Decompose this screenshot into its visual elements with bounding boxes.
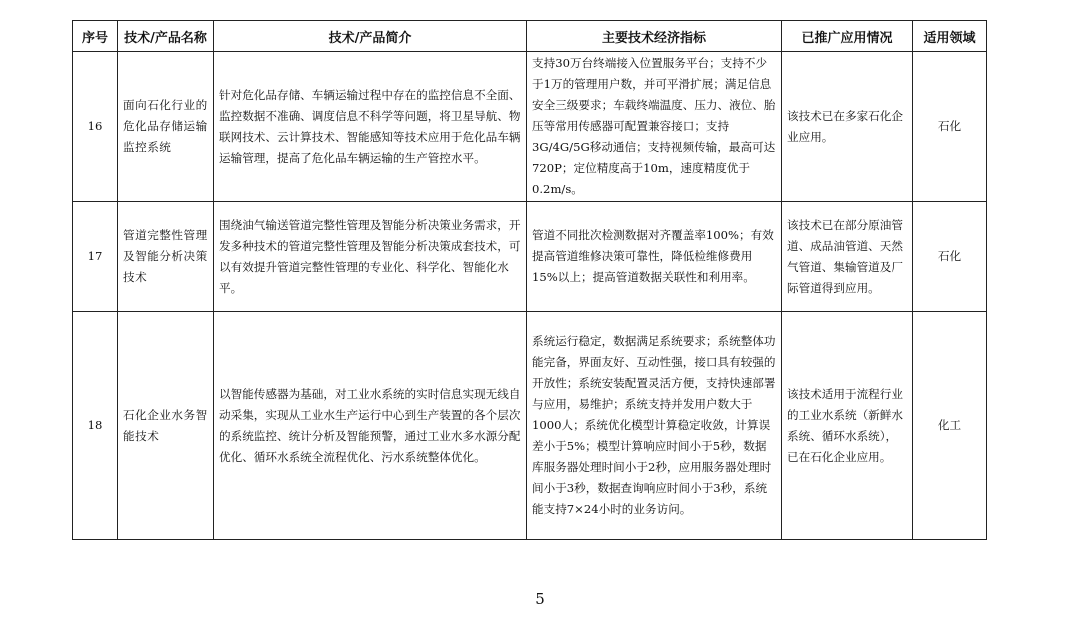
row-product-intro: 围绕油气输送管道完整性管理及智能分析决策业务需求，开发多种技术的管道完整性管理及智能分析决策成套技术，可以有效提升管道完整性管理的专业化、科学化、智能化水平。 — [214, 202, 527, 312]
table-row — [73, 52, 987, 202]
row-key-indicators: 系统运行稳定，数据满足系统要求；系统整体功能完备，界面友好、互动性强，接口具有较强的开放性；系统安装配置灵活方便，支持快速部署与应用，易维护；系统支持并发用户数大于1000人；系统优化模型计算稳定收敛，计算误差小于5%；模型计算响应时间小于5秒，数据库服务器处理时间小于2秒，应用服务器处理时间小于3秒，数据查询响应时间小于3秒，系统能支持7×24小时的业务访问。 — [527, 312, 782, 540]
row-product-name: 石化企业水务智能技术 — [118, 312, 214, 540]
row-product-name: 面向石化行业的危化品存储运输监控系统 — [118, 52, 214, 202]
header-serial-no: 序号 — [73, 21, 118, 52]
page-number: 5 — [535, 590, 545, 608]
row-serial-no: 18 — [73, 312, 118, 540]
header-applicable-area: 适用领域 — [913, 21, 987, 52]
row-applicable-area: 石化 — [913, 202, 987, 312]
row-key-indicators: 支持30万台终端接入位置服务平台；支持不少于1万的管理用户数，并可平滑扩展；满足信息安全三级要求；车载终端温度、压力、液位、胎压等常用传感器可配置兼容接口；支持3G/4G/5G移动通信；支持视频传输，最高可达720P；定位精度高于10m，速度精度优于0.2m/s。 — [527, 52, 782, 202]
header-key-indicators: 主要技术经济指标 — [527, 21, 782, 52]
table-row — [73, 202, 987, 312]
row-applications: 该技术已在部分原油管道、成品油管道、天然气管道、集输管道及厂际管道得到应用。 — [782, 202, 913, 312]
row-product-name: 管道完整性管理及智能分析决策技术 — [118, 202, 214, 312]
row-serial-no: 16 — [73, 52, 118, 202]
row-applicable-area: 石化 — [913, 52, 987, 202]
table-header-row — [73, 21, 987, 52]
row-applicable-area: 化工 — [913, 312, 987, 540]
row-product-intro: 针对危化品存储、车辆运输过程中存在的监控信息不全面、监控数据不准确、调度信息不科学等问题，将卫星导航、物联网技术、云计算技术、智能感知等技术应用于危化品车辆运输管理，提高了危化品车辆运输的生产管控水平。 — [214, 52, 527, 202]
header-product-intro: 技术/产品简介 — [214, 21, 527, 52]
row-product-intro: 以智能传感器为基础，对工业水系统的实时信息实现无线自动采集，实现从工业水生产运行中心到生产装置的各个层次的系统监控、统计分析及智能预警，通过工业水多水源分配优化、循环水系统全流程优化、污水系统整体优化。 — [214, 312, 527, 540]
table-row — [73, 312, 987, 540]
row-key-indicators: 管道不同批次检测数据对齐覆盖率100%；有效提高管道维修决策可靠性，降低检维修费用15%以上；提高管道数据关联性和利用率。 — [527, 202, 782, 312]
tech-catalog-table — [72, 20, 987, 540]
header-applications: 已推广应用情况 — [782, 21, 913, 52]
row-applications: 该技术适用于流程行业的工业水系统（新鲜水系统、循环水系统），已在石化企业应用。 — [782, 312, 913, 540]
row-serial-no: 17 — [73, 202, 118, 312]
row-applications: 该技术已在多家石化企业应用。 — [782, 52, 913, 202]
header-product-name: 技术/产品名称 — [118, 21, 214, 52]
